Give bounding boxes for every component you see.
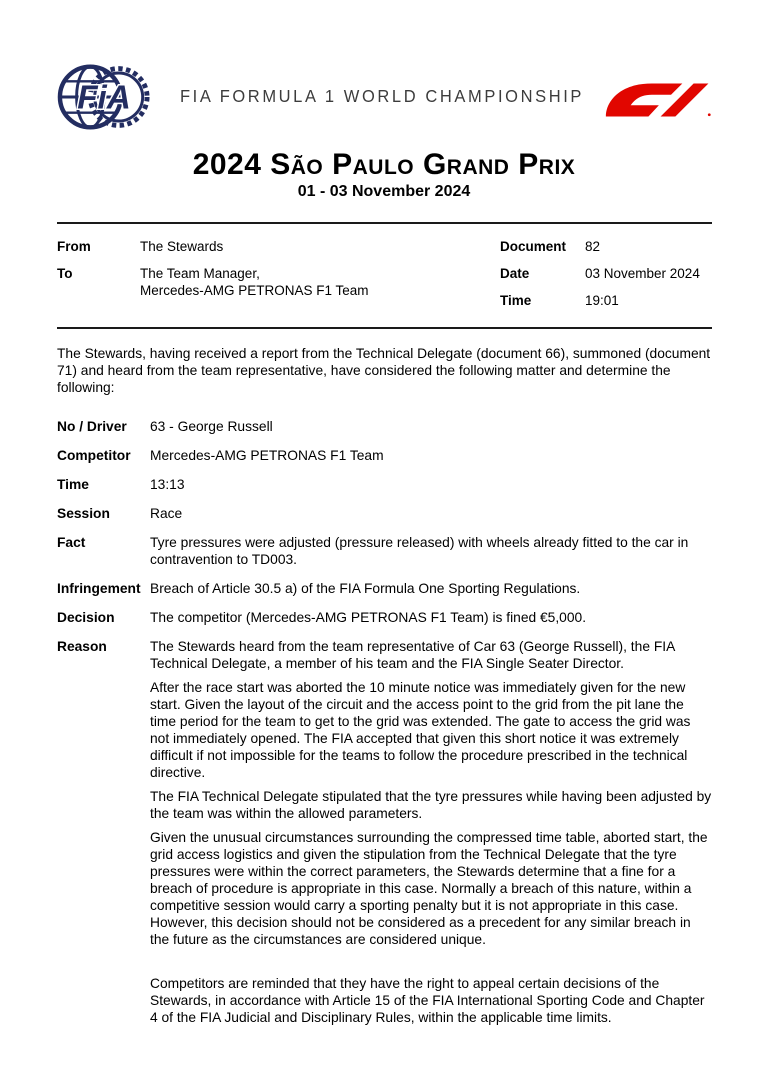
f1-logo-icon (605, 81, 711, 119)
time-row (500, 292, 712, 309)
field-row-session (57, 505, 712, 522)
title-block (0, 148, 768, 201)
date-row (500, 265, 712, 282)
time-field-value: 13:13 (150, 477, 185, 492)
fia-logo-text: FiA (77, 79, 131, 117)
from-label: From (57, 239, 91, 254)
fia-logo-icon (57, 60, 151, 134)
session-value: Race (150, 506, 183, 521)
no-driver-value: 63 - George Russell (150, 419, 273, 434)
event-dates: 01 - 03 November 2024 (297, 183, 471, 200)
reason-value (150, 638, 712, 1026)
field-row-reason (57, 638, 712, 1026)
reason-label: Reason (57, 639, 107, 654)
field-row-fact (57, 534, 712, 568)
from-value: The Stewards (140, 239, 224, 254)
date-value: 03 November 2024 (585, 266, 700, 281)
reason-paragraph-1: The Stewards heard from the team representative of Car 63 (George Russell), the FIA Technical Delegate, a member of his team and the FIA Single Seater Director. (150, 639, 675, 671)
championship-title: FIA FORMULA 1 WORLD CHAMPIONSHIP (179, 87, 585, 106)
time-field-label: Time (57, 477, 89, 492)
reason-paragraph-4: Given the unusual circumstances surrounding the compressed time table, aborted start, the grid access logistics and given the stipulation from the Technical Delegate that the tyre pressures were within the correct parameters, the Stewards determine that a fine for a breach of procedure is appropriate in this case. Normally a breach of this nature, within a competitive session would carry a sporting penalty but it is not appropriate in this case. However, this decision should not be considered as a precedent for any similar breach in the future as the circumstances are considered unique. (150, 830, 708, 947)
to-value-line2: Mercedes-AMG PETRONAS F1 Team (140, 283, 369, 298)
from-row (57, 238, 500, 255)
fact-label: Fact (57, 535, 86, 550)
field-row-time (57, 476, 712, 493)
date-label: Date (500, 266, 530, 281)
document-label: Document (500, 239, 567, 254)
document-body (0, 345, 768, 1026)
document-header (0, 0, 768, 134)
fact-value: Tyre pressures were adjusted (pressure released) with wheels already fitted to the car in contravention to TD003. (150, 535, 689, 567)
meta-doc-info (500, 238, 712, 309)
appeal-rights-paragraph: Competitors are reminded that they have the right to appeal certain decisions of the Stewards, in accordance with Article 15 of the FIA International Sporting Code and Chapter 4 of the FIA Judicial and Disciplinary Rules, within the applicable time limits. (150, 976, 705, 1025)
document-value: 82 (585, 239, 601, 254)
time-value: 19:01 (585, 293, 619, 308)
competitor-label: Competitor (57, 448, 131, 463)
infringement-label: Infringement (57, 581, 141, 596)
to-row (57, 265, 500, 299)
decision-label: Decision (57, 610, 115, 625)
reason-paragraph-2: After the race start was aborted the 10 minute notice was immediately given for the new start. Given the layout of the circuit and the access point to the grid from the pit lane the time period for the team to get to the grid was extended. The gate to access the grid was not immediately opened. The FIA accepted that given this short notice it was extremely difficult if not impossible for the teams to follow the procedure prescribed in the technical directive. (150, 680, 691, 780)
field-row-no-driver (57, 418, 712, 435)
decision-fields (57, 418, 712, 1026)
field-row-decision (57, 609, 712, 626)
decision-value: The competitor (Mercedes-AMG PETRONAS F1 Team) is fined €5,000. (150, 610, 587, 625)
document-meta-table (57, 222, 712, 329)
grand-prix-title: 2024 São Paulo Grand Prix (192, 148, 576, 181)
intro-paragraph: The Stewards, having received a report from the Technical Delegate (document 66), summoned (document 71) and heard from the team representative, have considered the following matter and determine the following: (57, 346, 711, 395)
field-row-infringement (57, 580, 712, 597)
time-label: Time (500, 293, 532, 308)
to-label: To (57, 266, 73, 281)
infringement-value: Breach of Article 30.5 a) of the FIA Formula One Sporting Regulations. (150, 581, 581, 596)
document-number-row (500, 238, 712, 255)
to-value (140, 265, 500, 299)
field-row-competitor (57, 447, 712, 464)
no-driver-label: No / Driver (57, 419, 127, 434)
to-value-line1: The Team Manager, (140, 266, 260, 281)
competitor-value: Mercedes-AMG PETRONAS F1 Team (150, 448, 384, 463)
meta-from-to (57, 238, 500, 309)
reason-paragraph-3: The FIA Technical Delegate stipulated that the tyre pressures while having been adjusted by the team was within the allowed parameters. (150, 789, 712, 821)
session-label: Session (57, 506, 110, 521)
